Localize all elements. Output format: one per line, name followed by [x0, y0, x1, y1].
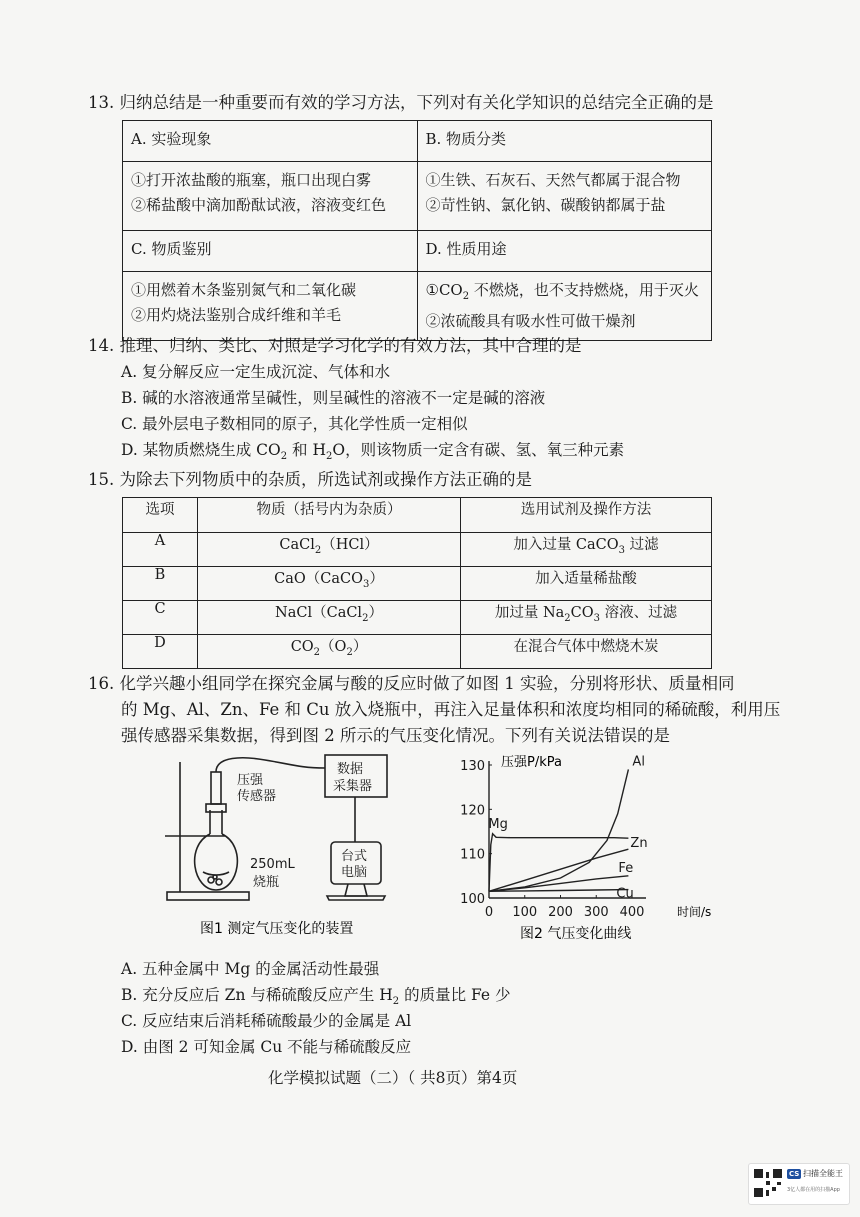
q15-row-a-substance: CaCl$_2$（HCl）	[198, 533, 461, 567]
q13-a-head: A. 实验现象	[123, 121, 418, 162]
q13-d-line1: $①CO_2$ 不燃烧，也不支持燃烧，用于灭火	[425, 281, 699, 302]
stamp-subtitle: 3亿人都在用的扫描App	[787, 1187, 840, 1193]
q13-a-body	[123, 162, 418, 231]
q15-header-method: 选用试剂及操作方法	[461, 498, 712, 533]
q15-row-c-option: C	[123, 601, 198, 635]
series-zn-line	[489, 849, 628, 891]
label-collector2: 采集器	[333, 779, 373, 794]
q14-stem: 14. 推理、归纳、类比、对照是学习化学的有效方法，其中合理的是	[88, 336, 582, 355]
scanner-watermark	[748, 1163, 850, 1205]
q15-row-a-option: A	[123, 533, 198, 567]
q16-option-a: A. 五种金属中 Mg 的金属活动性最强	[121, 960, 380, 978]
q13-b-head: B. 物质分类	[417, 121, 712, 162]
stamp-title: 扫描全能王	[803, 1169, 843, 1178]
chart-ylabel: 压强P/kPa	[501, 755, 562, 770]
table-row	[123, 533, 712, 567]
q15-header-option: 选项	[123, 498, 198, 533]
table-row	[123, 601, 712, 635]
cable	[216, 758, 325, 772]
q16-stem-line2: 的 Mg、Al、Zn、Fe 和 Cu 放入烧瓶中，再注入足量体积和浓度均相同的稀硫酸，利用压	[121, 700, 781, 719]
label-computer2: 电脑	[341, 865, 368, 880]
q13-c-line1: ①用燃着木条鉴别氮气和二氧化碳	[131, 281, 357, 299]
x-tick-label: 400	[619, 905, 645, 920]
y-tick-label: 110	[460, 847, 485, 863]
x-tick-label: 100	[512, 905, 538, 920]
q15-row-c-substance: NaCl（CaCl$_2$）	[198, 601, 461, 635]
q16-stem-line3: 强传感器采集数据，得到图 2 所示的气压变化情况。下列有关说法错误的是	[121, 726, 670, 745]
label-flask2: 烧瓶	[253, 875, 280, 890]
table-row	[123, 635, 712, 669]
y-tick-label: 120	[460, 803, 485, 819]
q13-c-line2: ②用灼烧法鉴别合成纤维和羊毛	[131, 306, 342, 324]
qr-code-icon	[753, 1168, 783, 1198]
x-tick-label: 200	[548, 905, 573, 920]
series-mg-label: Mg	[488, 817, 508, 833]
q13-b-line2: ②苛性钠、氯化钠、碳酸钠都属于盐	[425, 196, 666, 214]
q13-b-body	[417, 162, 712, 231]
q15-header-substance: 物质（括号内为杂质）	[198, 498, 461, 533]
chart-caption: 图2 气压变化曲线	[520, 926, 632, 942]
stopper	[206, 804, 226, 812]
series-al-label: Al	[632, 754, 645, 770]
q13-c-head: C. 物质鉴别	[123, 231, 418, 272]
q13-stem: 13. 归纳总结是一种重要而有效的学习方法，下列对有关化学知识的总结完全正确的是	[88, 93, 714, 112]
q16-option-b: B. 充分反应后 Zn 与稀硫酸反应产生 $H_2$ 的质量比 Fe 少	[121, 986, 511, 1008]
q13-d-head: D. 性质用途	[417, 231, 712, 272]
page-footer: 化学模拟试题（二）（ 共8页）第4页	[268, 1069, 518, 1087]
label-sensor: 压强	[237, 773, 264, 788]
x-tick-label: 300	[583, 905, 609, 920]
apparatus-figure	[155, 750, 420, 950]
q15-stem: 15. 为除去下列物质中的杂质，所选试剂或操作方法正确的是	[88, 470, 532, 489]
q13-b-line1: ①生铁、石灰石、天然气都属于混合物	[425, 171, 681, 189]
series-fe-label: Fe	[618, 860, 634, 876]
x-tick-label: 0	[484, 905, 494, 920]
pressure-sensor	[211, 772, 221, 804]
q15-row-b-option: B	[123, 567, 198, 601]
table-row	[123, 567, 712, 601]
y-tick-label: 130	[460, 759, 485, 774]
label-computer: 台式	[341, 849, 368, 864]
q15-row-a-method: 加入过量 CaCO$_3$ 过滤	[461, 533, 712, 567]
q16-option-d: D. 由图 2 可知金属 Cu 不能与稀硫酸反应	[121, 1038, 412, 1056]
q13-a-line2: ②稀盐酸中滴加酚酞试液，溶液变红色	[131, 196, 387, 214]
q13-d-body	[417, 272, 712, 341]
q15-row-d-option: D	[123, 635, 198, 669]
series-zn-label: Zn	[630, 836, 648, 852]
q16-stem-line1: 16. 化学兴趣小组同学在探究金属与酸的反应时做了如图 1 实验，分别将形状、质量相同	[88, 674, 735, 693]
cs-badge: CS	[789, 1170, 800, 1178]
q14-option-a: A. 复分解反应一定生成沉淀、气体和水	[121, 363, 391, 381]
q16-option-c: C. 反应结束后消耗稀硫酸最少的金属是 Al	[121, 1012, 412, 1030]
q13-table	[122, 120, 712, 341]
series-cu-label: Cu	[616, 886, 634, 902]
chart-xlabel: 时间/s	[677, 905, 712, 919]
q13-a-line1: ①打开浓盐酸的瓶塞，瓶口出现白雾	[131, 171, 372, 189]
label-collector: 数据	[337, 762, 364, 777]
q15-row-d-method: 在混合气体中燃烧木炭	[461, 635, 712, 669]
q15-row-b-method: 加入适量稀盐酸	[461, 567, 712, 601]
pressure-chart	[445, 752, 715, 947]
q13-c-body	[123, 272, 418, 341]
q15-table	[122, 497, 712, 669]
stand-base	[167, 892, 249, 900]
q15-row-b-substance: CaO（CaCO$_3$）	[198, 567, 461, 601]
label-sensor2: 传感器	[237, 789, 277, 804]
q14-option-b: B. 碱的水溶液通常呈碱性，则呈碱性的溶液不一定是碱的溶液	[121, 389, 546, 407]
label-flask: 250mL	[250, 857, 295, 872]
q13-d-line2: ②浓硫酸具有吸水性可做干燥剂	[425, 312, 636, 330]
y-tick-label: 100	[460, 892, 485, 907]
q15-row-c-method: 加过量 $Na_2CO_3$ 溶液、过滤	[461, 601, 712, 635]
fig1-caption: 图1 测定气压变化的装置	[200, 921, 354, 937]
series-mg-line	[489, 834, 628, 892]
q14-option-c: C. 最外层电子数相同的原子，其化学性质一定相似	[121, 415, 468, 433]
q14-option-d: D. 某物质燃烧生成 $CO_2$ 和 $H_2O$，则该物质一定含有碳、氢、氧三种元素	[121, 441, 625, 463]
q15-row-d-substance: $CO_2(O_2)$	[198, 635, 461, 669]
series-al-line	[489, 769, 628, 891]
